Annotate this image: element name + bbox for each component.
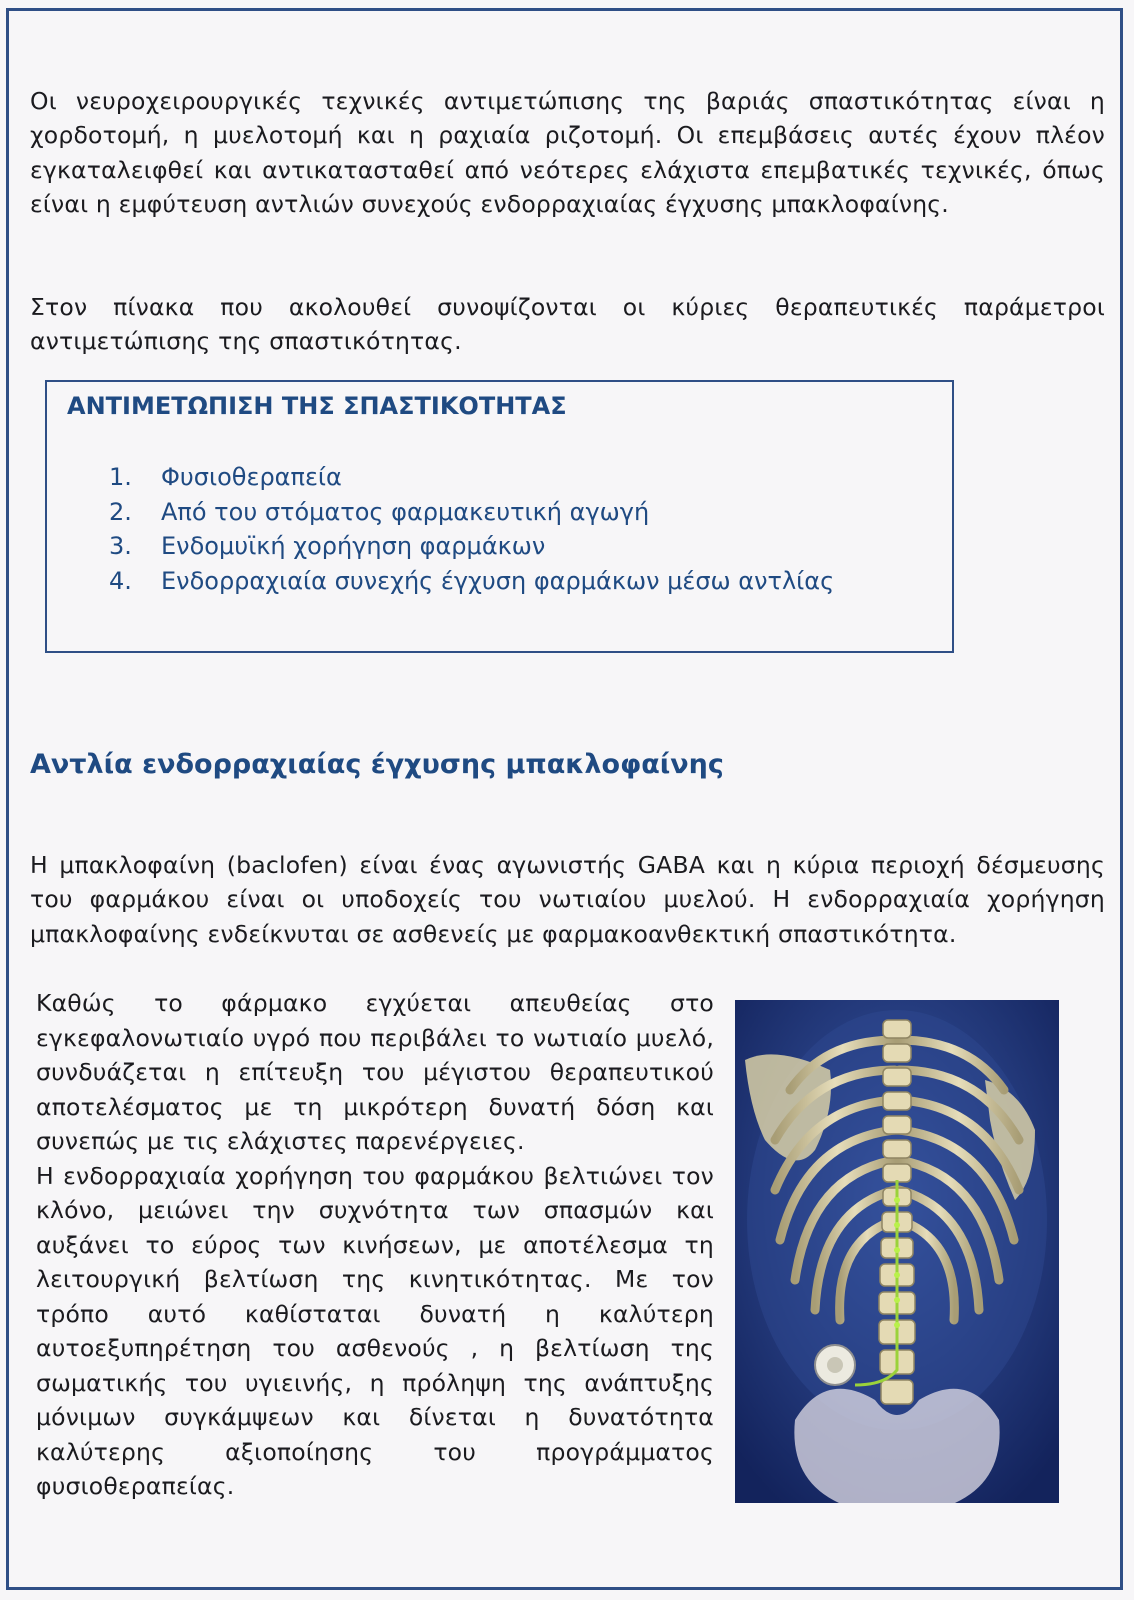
section-heading: Αντλία ενδορραχιαίας έγχυσης μπακλοφαίνης: [30, 749, 724, 780]
list-text: Ενδορραχιαία συνεχής έγχυση φαρμάκων μέσω αντλίας: [161, 566, 835, 595]
list-number: 1.: [109, 463, 132, 491]
list-number: 3.: [109, 532, 132, 560]
summary-paragraph: Στον πίνακα που ακολουθεί συνοψίζονται οι κύριες θεραπευτικές παράμετροι αντιμετώπισης της σπαστικότητας.: [30, 292, 1105, 355]
list-item: [109, 495, 834, 530]
effects-paragraph-2: Η ενδορραχιαία χορήγηση του φαρμάκου βελτιώνει τον κλόνο, μειώνει την συχνότητα των σπασμών και αυξάνει το εύρος των κινήσεων, με αποτέλεσμα τη λειτουργική βελτίωση της κινητικότητας. Με τον τρόπο αυτό καθίσταται δυνατή η καλύτερη αυτοεξυπηρέτηση του ασθενούς , η βελτίωση της σωματικής του υγιεινής, η πρόληψη της ανάπτυξης μόνιμων συγκάμψεων και δίνεται η δυνατότητα καλύτερης αξιοποίησης του προγράμματος φυσιοθεραπείας.: [36, 1161, 714, 1500]
baclofen-paragraph: Η μπακλοφαίνη (baclofen) είναι ένας αγωνιστής GABA και η κύρια περιοχή δέσμευσης του φαρμάκου είναι οι υποδοχείς του νωτιαίου μυελού. Η ενδορραχιαία χορήγηση μπακλοφαίνης ενδείκνυται σε ασθενείς με φαρμακοανθεκτική σπαστικότητα.: [30, 850, 1105, 948]
list-text: Ενδομυϊκή χορήγηση φαρμάκων: [161, 532, 546, 560]
effects-text: [36, 986, 714, 1504]
list-item: [109, 529, 834, 564]
intro-paragraph: Οι νευροχειρουργικές τεχνικές αντιμετώπισης της βαριάς σπαστικότητας είναι η χορδοτομή, η μυελοτομή και η ραχιαία ριζοτομή. Οι επεμβάσεις αυτές έχουν πλέον εγκαταλειφθεί και αντικατασταθεί από νεότερες ελάχιστα επεμβατικές τεχνικές, όπως είναι η εμφύτευση αντλιών συνεχούς ενδορραχιαίας έγχυσης μπακλοφαίνης.: [30, 86, 1105, 218]
list-item: [109, 564, 834, 599]
list-text: Από του στόματος φαρμακευτική αγωγή: [161, 497, 650, 526]
list-number: 2.: [109, 497, 132, 526]
treatment-box: [45, 380, 954, 653]
spine-ribcage-pump-illustration: [735, 1000, 1059, 1503]
list-number: 4.: [109, 566, 132, 595]
treatment-box-title: ΑΝΤΙΜΕΤΩΠΙΣΗ ΤΗΣ ΣΠΑΣΤΙΚΟΤΗΤΑΣ: [67, 392, 567, 420]
list-item: [109, 460, 834, 495]
list-text: Φυσιοθεραπεία: [161, 463, 342, 491]
effects-paragraph-1: Καθώς το φάρμακο εγχύεται απευθείας στο εγκεφαλονωτιαίο υγρό που περιβάλει το νωτιαίο μυελό, συνδυάζεται η επίτευξη του μέγιστου θεραπευτικού αποτελέσματος με τη μικρότερη δυνατή δόση και συνεπώς με τις ελάχιστες παρενέργειες.: [36, 989, 714, 1155]
treatment-list: [109, 460, 834, 598]
